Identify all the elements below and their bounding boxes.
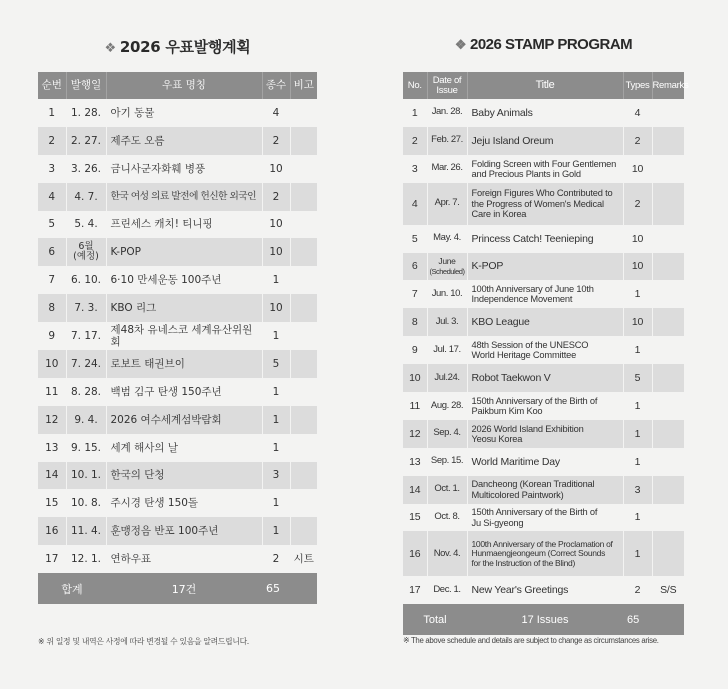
row-types: 1 <box>623 336 652 364</box>
row-remarks <box>652 280 684 308</box>
row-remarks <box>652 127 684 155</box>
row-date: Oct. 8. <box>427 504 467 532</box>
row-remarks <box>652 504 684 532</box>
row-types: 5 <box>262 350 290 378</box>
row-remarks <box>652 183 684 225</box>
row-remarks <box>290 406 317 434</box>
row-no: 4 <box>38 183 66 211</box>
row-date: Feb. 27. <box>427 127 467 155</box>
footnote: ※ 위 일정 및 내역은 사정에 따라 변경될 수 있음을 알려드립니다. <box>38 637 249 646</box>
row-name: K-POP <box>106 238 262 266</box>
row-name: 6·10 만세운동 100주년 <box>106 266 262 294</box>
row-name: 한국 여성 의료 발전에 헌신한 외국인 <box>106 183 262 211</box>
row-no: 10 <box>403 364 427 392</box>
row-remarks <box>652 155 684 183</box>
row-title: 2026 World Island Exhibition Yeosu Korea <box>467 420 623 448</box>
row-types: 1 <box>623 392 652 420</box>
header-types: Types <box>623 72 652 99</box>
row-date: 5. 4. <box>66 211 106 239</box>
table-row <box>403 225 684 253</box>
header-date: Date of Issue <box>427 72 467 99</box>
row-no: 5 <box>403 225 427 253</box>
row-date: May. 4. <box>427 225 467 253</box>
row-date: 9. 4. <box>66 406 106 434</box>
header-no: No. <box>403 72 427 99</box>
row-types: 10 <box>623 225 652 253</box>
row-name: 금니사군자화훼 병풍 <box>106 155 262 183</box>
table-row <box>403 448 684 476</box>
row-date: 7. 24. <box>66 350 106 378</box>
table-row <box>38 155 317 183</box>
row-remarks <box>652 531 684 576</box>
header-remarks: Remarks <box>652 72 684 99</box>
row-no: 17 <box>403 576 427 604</box>
table-row <box>38 350 317 378</box>
total-row <box>403 604 684 635</box>
row-date: Nov. 4. <box>427 531 467 576</box>
row-types: 1 <box>262 322 290 350</box>
row-remarks <box>290 155 317 183</box>
row-no: 15 <box>38 489 66 517</box>
table-header-row <box>38 72 317 99</box>
row-remarks <box>290 489 317 517</box>
row-name: 프린세스 캐치! 티니핑 <box>106 211 262 239</box>
row-types: 1 <box>623 504 652 532</box>
row-remarks <box>652 448 684 476</box>
table-row <box>38 266 317 294</box>
row-remarks: S/S <box>652 576 684 604</box>
row-types: 2 <box>623 127 652 155</box>
row-date: Sep. 15. <box>427 448 467 476</box>
row-no: 11 <box>403 392 427 420</box>
row-no: 12 <box>38 406 66 434</box>
row-remarks: 시트 <box>290 545 317 573</box>
table-row <box>38 127 317 155</box>
row-name: 백범 김구 탄생 150주년 <box>106 378 262 406</box>
row-title: Baby Animals <box>467 99 623 127</box>
row-types: 10 <box>623 308 652 336</box>
header-remarks: 비고 <box>290 72 317 99</box>
row-types: 1 <box>262 434 290 462</box>
row-no: 8 <box>403 308 427 336</box>
diamond-cluster-icon: ❖ <box>454 37 466 52</box>
row-no: 11 <box>38 378 66 406</box>
row-date: 6. 10. <box>66 266 106 294</box>
total-count: 17건 <box>106 573 262 604</box>
row-remarks <box>290 266 317 294</box>
row-name: 세계 해사의 날 <box>106 434 262 462</box>
row-types: 10 <box>623 253 652 281</box>
row-remarks <box>652 476 684 504</box>
row-date: 1. 28. <box>66 99 106 127</box>
row-date: Jul. 17. <box>427 336 467 364</box>
row-types: 1 <box>262 266 290 294</box>
row-remarks <box>290 378 317 406</box>
table-row <box>403 183 684 225</box>
row-no: 15 <box>403 504 427 532</box>
row-types: 2 <box>623 576 652 604</box>
row-title: 100th Anniversary of the Proclamation of Hunmaengjeongeum (Correct Sounds for the Instruction of the Blind) <box>467 531 623 576</box>
row-name: 제주도 오름 <box>106 127 262 155</box>
row-date: 11. 4. <box>66 517 106 545</box>
row-title: 48th Session of the UNESCO World Heritage Committee <box>467 336 623 364</box>
row-no: 8 <box>38 294 66 322</box>
table-row <box>403 127 684 155</box>
row-types: 1 <box>262 517 290 545</box>
row-no: 7 <box>403 280 427 308</box>
row-no: 2 <box>38 127 66 155</box>
table-row <box>38 183 317 211</box>
row-date: 12. 1. <box>66 545 106 573</box>
row-name: KBO 리그 <box>106 294 262 322</box>
table-row <box>403 504 684 532</box>
row-title: World Maritime Day <box>467 448 623 476</box>
table-row <box>403 364 684 392</box>
row-title: 100th Anniversary of June 10th Independence Movement <box>467 280 623 308</box>
row-types: 1 <box>623 531 652 576</box>
row-types: 1 <box>623 448 652 476</box>
table-row <box>38 545 317 573</box>
row-date: 7. 3. <box>66 294 106 322</box>
table-row <box>403 336 684 364</box>
english-schedule-table <box>403 72 689 635</box>
total-count: 17 Issues <box>467 604 623 635</box>
total-row <box>38 573 317 604</box>
row-title: K-POP <box>467 253 623 281</box>
row-remarks <box>652 336 684 364</box>
row-no: 4 <box>403 183 427 225</box>
row-name: 훈맹정음 반포 100주년 <box>106 517 262 545</box>
row-title: Jeju Island Oreum <box>467 127 623 155</box>
row-types: 4 <box>262 99 290 127</box>
row-name: 한국의 단청 <box>106 462 262 490</box>
row-name: 2026 여수세계섬박람회 <box>106 406 262 434</box>
row-title: 150th Anniversary of the Birth of Ju Si-gyeong <box>467 504 623 532</box>
table-header-row <box>403 72 684 99</box>
row-no: 5 <box>38 211 66 239</box>
row-remarks <box>290 350 317 378</box>
row-date: 7. 17. <box>66 322 106 350</box>
row-remarks <box>290 294 317 322</box>
header-date: 발행일 <box>66 72 106 99</box>
row-name: 아기 동물 <box>106 99 262 127</box>
row-remarks <box>290 322 317 350</box>
table-row <box>403 531 684 576</box>
table-row <box>403 280 684 308</box>
row-name: 제48차 유네스코 세계유산위원회 <box>106 322 262 350</box>
row-date: June (Scheduled) <box>427 253 467 281</box>
row-remarks <box>290 99 317 127</box>
row-title: Princess Catch! Teenieping <box>467 225 623 253</box>
row-types: 3 <box>623 476 652 504</box>
table-row <box>38 238 317 266</box>
row-no: 3 <box>403 155 427 183</box>
row-date: 10. 8. <box>66 489 106 517</box>
row-types: 2 <box>262 183 290 211</box>
table-row <box>38 378 317 406</box>
row-types: 1 <box>623 280 652 308</box>
row-no: 9 <box>38 322 66 350</box>
row-title: Foreign Figures Who Contributed to the Progress of Women's Medical Care in Korea <box>467 183 623 225</box>
footnote: ※ The above schedule and details are subject to change as circumstances arise. <box>403 636 659 645</box>
row-types: 10 <box>262 294 290 322</box>
row-date: 3. 26. <box>66 155 106 183</box>
row-date: 8. 28. <box>66 378 106 406</box>
row-types: 1 <box>262 378 290 406</box>
row-no: 6 <box>403 253 427 281</box>
row-title: Folding Screen with Four Gentlemen and Precious Plants in Gold <box>467 155 623 183</box>
row-date: Dec. 1. <box>427 576 467 604</box>
row-date: Sep. 4. <box>427 420 467 448</box>
table-row <box>403 476 684 504</box>
row-no: 3 <box>38 155 66 183</box>
row-name: 연하우표 <box>106 545 262 573</box>
row-no: 12 <box>403 420 427 448</box>
row-types: 10 <box>262 238 290 266</box>
row-remarks <box>290 127 317 155</box>
row-title: Robot Taekwon V <box>467 364 623 392</box>
diamond-cluster-icon: ❖ <box>104 41 116 56</box>
total-types: 65 <box>623 604 684 635</box>
row-types: 10 <box>262 155 290 183</box>
row-types: 10 <box>623 155 652 183</box>
english-title: ❖ 2026 STAMP PROGRAM <box>454 36 633 53</box>
row-remarks <box>290 211 317 239</box>
korean-schedule-table <box>38 72 317 604</box>
row-types: 1 <box>262 406 290 434</box>
row-title: 150th Anniversary of the Birth of Paikbum Kim Koo <box>467 392 623 420</box>
row-date: 10. 1. <box>66 462 106 490</box>
row-date: 6월 (예정) <box>66 238 106 266</box>
header-types: 종수 <box>262 72 290 99</box>
row-types: 4 <box>623 99 652 127</box>
table-row <box>38 322 317 350</box>
row-date: Aug. 28. <box>427 392 467 420</box>
row-no: 10 <box>38 350 66 378</box>
row-no: 17 <box>38 545 66 573</box>
row-no: 2 <box>403 127 427 155</box>
row-title: Dancheong (Korean Traditional Multicolored Paintwork) <box>467 476 623 504</box>
row-remarks <box>290 517 317 545</box>
row-date: Jul.24. <box>427 364 467 392</box>
row-no: 13 <box>38 434 66 462</box>
table-row <box>403 392 684 420</box>
row-date: Jun. 10. <box>427 280 467 308</box>
row-no: 1 <box>38 99 66 127</box>
table-row <box>38 517 317 545</box>
row-date: Oct. 1. <box>427 476 467 504</box>
row-remarks <box>652 99 684 127</box>
row-no: 1 <box>403 99 427 127</box>
table-row <box>38 489 317 517</box>
row-title: KBO League <box>467 308 623 336</box>
table-row <box>403 99 684 127</box>
row-date: Jul. 3. <box>427 308 467 336</box>
total-types: 65 <box>262 573 317 604</box>
row-date: 9. 15. <box>66 434 106 462</box>
row-remarks <box>652 364 684 392</box>
row-types: 1 <box>623 420 652 448</box>
row-types: 5 <box>623 364 652 392</box>
row-name: 주시경 탄생 150돌 <box>106 489 262 517</box>
row-no: 6 <box>38 238 66 266</box>
row-date: Apr. 7. <box>427 183 467 225</box>
row-remarks <box>652 225 684 253</box>
row-no: 16 <box>38 517 66 545</box>
table-row <box>38 434 317 462</box>
row-types: 3 <box>262 462 290 490</box>
table-row <box>403 253 684 281</box>
row-date: Jan. 28. <box>427 99 467 127</box>
header-name: 우표 명칭 <box>106 72 262 99</box>
row-remarks <box>290 462 317 490</box>
row-types: 2 <box>623 183 652 225</box>
row-remarks <box>652 420 684 448</box>
table-row <box>403 576 684 604</box>
table-row <box>38 462 317 490</box>
row-remarks <box>290 434 317 462</box>
row-date: 2. 27. <box>66 127 106 155</box>
table-row <box>38 294 317 322</box>
row-types: 1 <box>262 489 290 517</box>
table-row <box>38 211 317 239</box>
row-types: 10 <box>262 211 290 239</box>
header-title: Title <box>467 72 623 99</box>
row-no: 14 <box>38 462 66 490</box>
table-row <box>403 155 684 183</box>
row-remarks <box>290 183 317 211</box>
row-remarks <box>652 392 684 420</box>
row-remarks <box>652 308 684 336</box>
total-label: Total <box>403 604 467 635</box>
table-row <box>403 308 684 336</box>
table-row <box>403 420 684 448</box>
row-date: 4. 7. <box>66 183 106 211</box>
row-date: Mar. 26. <box>427 155 467 183</box>
row-no: 7 <box>38 266 66 294</box>
row-remarks <box>290 238 317 266</box>
header-no: 순번 <box>38 72 66 99</box>
row-name: 로보트 태권브이 <box>106 350 262 378</box>
total-label: 합계 <box>38 573 106 604</box>
row-types: 2 <box>262 127 290 155</box>
row-no: 13 <box>403 448 427 476</box>
korean-title: ❖ 2026 우표발행계획 <box>104 38 251 56</box>
row-no: 9 <box>403 336 427 364</box>
table-row <box>38 406 317 434</box>
row-remarks <box>652 253 684 281</box>
table-row <box>38 99 317 127</box>
row-title: New Year's Greetings <box>467 576 623 604</box>
row-types: 2 <box>262 545 290 573</box>
row-no: 14 <box>403 476 427 504</box>
row-no: 16 <box>403 531 427 576</box>
